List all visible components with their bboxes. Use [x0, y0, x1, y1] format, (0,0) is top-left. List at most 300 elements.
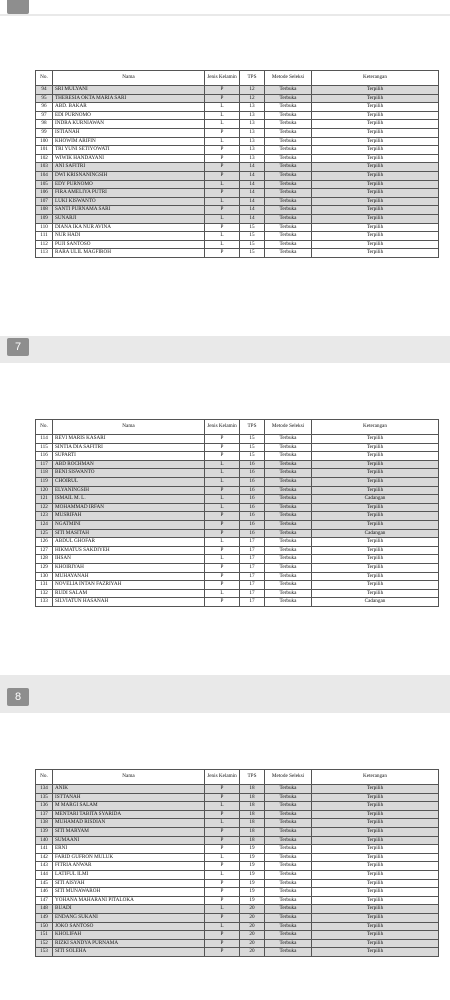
row-nama: MUHAMAD RISDIAN	[53, 819, 205, 828]
row-keterangan: Terpilih	[312, 948, 439, 957]
row-nama: ABD ROCHMAN	[53, 460, 205, 469]
row-jenis-kelamin: P	[205, 581, 240, 590]
row-metode-seleksi: Terbuka	[265, 128, 312, 137]
row-tps: 18	[240, 819, 265, 828]
table-row	[36, 137, 439, 146]
row-jenis-kelamin: P	[205, 171, 240, 180]
table-row	[36, 922, 439, 931]
table-row	[36, 206, 439, 215]
row-number: 150	[36, 922, 53, 931]
row-keterangan: Terpilih	[312, 206, 439, 215]
row-nama: RIZKI SANDYA PURNAMA	[53, 939, 205, 948]
row-keterangan: Terpilih	[312, 785, 439, 794]
row-jenis-kelamin: L	[205, 197, 240, 206]
row-number: 105	[36, 180, 53, 189]
table-row	[36, 520, 439, 529]
row-jenis-kelamin: P	[205, 452, 240, 461]
row-metode-seleksi: Terbuka	[265, 948, 312, 957]
row-number: 121	[36, 495, 53, 504]
row-metode-seleksi: Terbuka	[265, 922, 312, 931]
row-nama: HIKMATUS SAKDIYEH	[53, 546, 205, 555]
row-nama: ABD. BAKAR	[53, 103, 205, 112]
row-number: 149	[36, 913, 53, 922]
row-metode-seleksi: Terbuka	[265, 240, 312, 249]
table-row	[36, 589, 439, 598]
row-number: 146	[36, 888, 53, 897]
row-nama: MUSRIFAH	[53, 512, 205, 521]
row-metode-seleksi: Terbuka	[265, 512, 312, 521]
row-tps: 15	[240, 240, 265, 249]
table-row	[36, 452, 439, 461]
row-tps: 13	[240, 120, 265, 129]
row-keterangan: Terpilih	[312, 94, 439, 103]
table-row	[36, 913, 439, 922]
row-keterangan: Terpilih	[312, 120, 439, 129]
row-nama: SILVIATUN HASANAH	[53, 598, 205, 607]
row-nama: SITI MASITAH	[53, 529, 205, 538]
row-nama: RUDI SALAM	[53, 589, 205, 598]
row-nama: MENTARI TABITA SYARIDA	[53, 810, 205, 819]
row-jenis-kelamin: L	[205, 819, 240, 828]
table-row	[36, 94, 439, 103]
row-jenis-kelamin: L	[205, 240, 240, 249]
row-jenis-kelamin: P	[205, 94, 240, 103]
row-number: 124	[36, 520, 53, 529]
row-nama: BENI SISWANTO	[53, 469, 205, 478]
row-keterangan: Terpilih	[312, 546, 439, 555]
row-jenis-kelamin: P	[205, 836, 240, 845]
row-metode-seleksi: Terbuka	[265, 223, 312, 232]
row-jenis-kelamin: L	[205, 103, 240, 112]
table-row	[36, 171, 439, 180]
row-number: 152	[36, 939, 53, 948]
row-tps: 14	[240, 214, 265, 223]
table-row	[36, 572, 439, 581]
row-metode-seleksi: Terbuka	[265, 870, 312, 879]
header-no: No.	[36, 71, 53, 86]
row-keterangan: Terpilih	[312, 555, 439, 564]
row-nama: M MARGI SALAM	[53, 802, 205, 811]
row-metode-seleksi: Terbuka	[265, 563, 312, 572]
row-metode-seleksi: Terbuka	[265, 495, 312, 504]
row-number: 127	[36, 546, 53, 555]
row-number: 135	[36, 793, 53, 802]
document-page	[0, 16, 450, 336]
row-tps: 16	[240, 486, 265, 495]
row-tps: 17	[240, 589, 265, 598]
row-jenis-kelamin: L	[205, 460, 240, 469]
row-nama: ISTTANAH	[53, 793, 205, 802]
voter-table	[35, 70, 439, 258]
row-keterangan: Terpilih	[312, 86, 439, 95]
table-row	[36, 503, 439, 512]
row-jenis-kelamin: P	[205, 785, 240, 794]
row-keterangan: Terpilih	[312, 171, 439, 180]
row-tps: 16	[240, 529, 265, 538]
row-number: 100	[36, 137, 53, 146]
row-number: 99	[36, 128, 53, 137]
row-keterangan: Terpilih	[312, 435, 439, 444]
row-nama: KHOWIM ARIFIN	[53, 137, 205, 146]
table-row	[36, 598, 439, 607]
row-nama: SRI MULYANI	[53, 86, 205, 95]
row-nama: ENDANG SUKANI	[53, 913, 205, 922]
row-tps: 13	[240, 146, 265, 155]
row-tps: 15	[240, 435, 265, 444]
row-nama: SUMAANI	[53, 836, 205, 845]
table-row	[36, 888, 439, 897]
row-jenis-kelamin: L	[205, 111, 240, 120]
row-tps: 16	[240, 503, 265, 512]
row-number: 106	[36, 189, 53, 198]
row-tps: 13	[240, 103, 265, 112]
row-nama: FARID GUFRON MULUK	[53, 853, 205, 862]
row-tps: 18	[240, 836, 265, 845]
row-metode-seleksi: Terbuka	[265, 503, 312, 512]
document-page-6	[0, 0, 450, 14]
row-keterangan: Terpilih	[312, 810, 439, 819]
row-keterangan: Terpilih	[312, 477, 439, 486]
table-row	[36, 214, 439, 223]
row-metode-seleksi: Terbuka	[265, 862, 312, 871]
row-jenis-kelamin: L	[205, 137, 240, 146]
row-jenis-kelamin: L	[205, 120, 240, 129]
row-jenis-kelamin: P	[205, 896, 240, 905]
row-number: 147	[36, 896, 53, 905]
row-keterangan: Terpilih	[312, 189, 439, 198]
row-number: 141	[36, 845, 53, 854]
table-row	[36, 189, 439, 198]
row-keterangan: Terpilih	[312, 103, 439, 112]
table-row	[36, 486, 439, 495]
row-metode-seleksi: Terbuka	[265, 845, 312, 854]
table-row	[36, 845, 439, 854]
row-number: 109	[36, 214, 53, 223]
row-keterangan: Terpilih	[312, 486, 439, 495]
row-number: 145	[36, 879, 53, 888]
row-number: 112	[36, 240, 53, 249]
table-row	[36, 538, 439, 547]
table-row	[36, 555, 439, 564]
row-jenis-kelamin: P	[205, 486, 240, 495]
row-nama: EDI PURNOMO	[53, 111, 205, 120]
row-metode-seleksi: Terbuka	[265, 103, 312, 112]
table-row	[36, 495, 439, 504]
row-metode-seleksi: Terbuka	[265, 555, 312, 564]
row-keterangan: Cadangan	[312, 598, 439, 607]
row-number: 96	[36, 103, 53, 112]
voter-table	[35, 769, 439, 957]
table-row	[36, 546, 439, 555]
row-keterangan: Terpilih	[312, 896, 439, 905]
table-row	[36, 529, 439, 538]
row-metode-seleksi: Terbuka	[265, 520, 312, 529]
row-number: 110	[36, 223, 53, 232]
row-metode-seleksi: Terbuka	[265, 888, 312, 897]
header-no: No.	[36, 770, 53, 785]
row-keterangan: Terpilih	[312, 819, 439, 828]
row-number: 148	[36, 905, 53, 914]
table-row	[36, 103, 439, 112]
row-tps: 13	[240, 154, 265, 163]
table-row	[36, 870, 439, 879]
row-tps: 20	[240, 948, 265, 957]
row-jenis-kelamin: L	[205, 232, 240, 241]
row-metode-seleksi: Terbuka	[265, 86, 312, 95]
row-nama: SITI AISYAH	[53, 879, 205, 888]
row-nama: PUJI SANTOSO	[53, 240, 205, 249]
row-nama: BUADI	[53, 905, 205, 914]
row-keterangan: Terpilih	[312, 827, 439, 836]
row-number: 116	[36, 452, 53, 461]
table-row	[36, 86, 439, 95]
row-number: 122	[36, 503, 53, 512]
row-tps: 16	[240, 460, 265, 469]
table-row	[36, 477, 439, 486]
voter-table	[35, 419, 439, 607]
row-nama: DIANA IKA NUR AVINA	[53, 223, 205, 232]
header-nama: Nama	[53, 71, 205, 86]
header-metode-seleksi: Metode Seleksi	[265, 770, 312, 785]
row-number: 111	[36, 232, 53, 241]
row-nama: LATIFUL ILMI	[53, 870, 205, 879]
row-tps: 12	[240, 86, 265, 95]
row-nama: EDY PURNOMO	[53, 180, 205, 189]
row-metode-seleksi: Terbuka	[265, 810, 312, 819]
row-keterangan: Terpilih	[312, 802, 439, 811]
row-jenis-kelamin: P	[205, 939, 240, 948]
row-keterangan: Terpilih	[312, 180, 439, 189]
row-metode-seleksi: Terbuka	[265, 435, 312, 444]
row-nama: INDRA KURNIAWAN	[53, 120, 205, 129]
table-row	[36, 223, 439, 232]
row-jenis-kelamin: P	[205, 598, 240, 607]
row-tps: 17	[240, 598, 265, 607]
row-tps: 15	[240, 452, 265, 461]
row-tps: 15	[240, 223, 265, 232]
row-nama: KHOLIFAH	[53, 931, 205, 940]
row-tps: 19	[240, 853, 265, 862]
row-tps: 14	[240, 197, 265, 206]
row-tps: 20	[240, 913, 265, 922]
table-row	[36, 836, 439, 845]
row-number: 139	[36, 827, 53, 836]
row-jenis-kelamin: P	[205, 546, 240, 555]
row-keterangan: Terpilih	[312, 581, 439, 590]
row-tps: 19	[240, 870, 265, 879]
row-keterangan: Terpilih	[312, 845, 439, 854]
row-keterangan: Terpilih	[312, 905, 439, 914]
row-number: 151	[36, 931, 53, 940]
table-row	[36, 827, 439, 836]
row-tps: 16	[240, 512, 265, 521]
header-tps: TPS	[240, 420, 265, 435]
page-number-badge: 8	[7, 688, 29, 706]
row-number: 137	[36, 810, 53, 819]
row-metode-seleksi: Terbuka	[265, 443, 312, 452]
row-keterangan: Terpilih	[312, 538, 439, 547]
row-tps: 13	[240, 111, 265, 120]
row-metode-seleksi: Terbuka	[265, 529, 312, 538]
row-metode-seleksi: Terbuka	[265, 214, 312, 223]
table-row	[36, 154, 439, 163]
row-tps: 19	[240, 879, 265, 888]
table-row	[36, 879, 439, 888]
row-tps: 13	[240, 137, 265, 146]
row-metode-seleksi: Terbuka	[265, 538, 312, 547]
row-number: 108	[36, 206, 53, 215]
row-metode-seleksi: Terbuka	[265, 232, 312, 241]
row-keterangan: Terpilih	[312, 931, 439, 940]
row-metode-seleksi: Terbuka	[265, 477, 312, 486]
table-row	[36, 512, 439, 521]
row-jenis-kelamin: P	[205, 879, 240, 888]
table-row	[36, 905, 439, 914]
row-metode-seleksi: Terbuka	[265, 598, 312, 607]
row-jenis-kelamin: P	[205, 86, 240, 95]
row-metode-seleksi: Terbuka	[265, 546, 312, 555]
document-page-7	[0, 341, 450, 675]
row-keterangan: Terpilih	[312, 512, 439, 521]
row-metode-seleksi: Terbuka	[265, 785, 312, 794]
row-keterangan: Terpilih	[312, 232, 439, 241]
row-metode-seleksi: Terbuka	[265, 249, 312, 258]
row-jenis-kelamin: L	[205, 503, 240, 512]
row-metode-seleksi: Terbuka	[265, 896, 312, 905]
row-nama: THERESIA OKTA MARIA SARI	[53, 94, 205, 103]
row-number: 119	[36, 477, 53, 486]
row-number: 131	[36, 581, 53, 590]
row-tps: 19	[240, 845, 265, 854]
row-keterangan: Terpilih	[312, 460, 439, 469]
document-page-8	[0, 691, 450, 1000]
row-nama: WIWIK HANDAYANI	[53, 154, 205, 163]
table-row	[36, 931, 439, 940]
row-tps: 14	[240, 163, 265, 172]
header-tps: TPS	[240, 71, 265, 86]
row-metode-seleksi: Terbuka	[265, 137, 312, 146]
row-metode-seleksi: Terbuka	[265, 827, 312, 836]
row-nama: SUPARTI	[53, 452, 205, 461]
row-number: 94	[36, 86, 53, 95]
row-keterangan: Terpilih	[312, 922, 439, 931]
header-keterangan: Keterangan	[312, 420, 439, 435]
table-row	[36, 785, 439, 794]
row-number: 134	[36, 785, 53, 794]
row-tps: 16	[240, 520, 265, 529]
row-tps: 13	[240, 128, 265, 137]
row-number: 143	[36, 862, 53, 871]
row-jenis-kelamin: P	[205, 146, 240, 155]
page-number-badge: 7	[7, 338, 29, 356]
row-metode-seleksi: Terbuka	[265, 589, 312, 598]
row-metode-seleksi: Terbuka	[265, 931, 312, 940]
header-metode-seleksi: Metode Seleksi	[265, 420, 312, 435]
table-row	[36, 563, 439, 572]
row-metode-seleksi: Terbuka	[265, 939, 312, 948]
row-keterangan: Terpilih	[312, 913, 439, 922]
row-tps: 17	[240, 563, 265, 572]
row-jenis-kelamin: P	[205, 128, 240, 137]
table-row	[36, 232, 439, 241]
table-row	[36, 819, 439, 828]
row-tps: 20	[240, 922, 265, 931]
row-keterangan: Terpilih	[312, 870, 439, 879]
row-nama: CHOIRUL	[53, 477, 205, 486]
header-metode-seleksi: Metode Seleksi	[265, 71, 312, 86]
table-row	[36, 896, 439, 905]
row-jenis-kelamin: L	[205, 495, 240, 504]
row-keterangan: Terpilih	[312, 214, 439, 223]
row-metode-seleksi: Terbuka	[265, 905, 312, 914]
row-jenis-kelamin: L	[205, 870, 240, 879]
row-nama: TRI YUNI SETIYOWATI	[53, 146, 205, 155]
row-metode-seleksi: Terbuka	[265, 180, 312, 189]
row-nama: ANIK	[53, 785, 205, 794]
row-jenis-kelamin: P	[205, 249, 240, 258]
page-number-badge	[7, 0, 29, 14]
row-nama: ISMAIL M. L.	[53, 495, 205, 504]
row-metode-seleksi: Terbuka	[265, 163, 312, 172]
row-tps: 18	[240, 793, 265, 802]
row-nama: ANI SAFITRI	[53, 163, 205, 172]
row-tps: 18	[240, 810, 265, 819]
row-jenis-kelamin: P	[205, 563, 240, 572]
row-nama: MUHAYANAH	[53, 572, 205, 581]
row-jenis-kelamin: P	[205, 810, 240, 819]
table-row	[36, 460, 439, 469]
row-jenis-kelamin: L	[205, 555, 240, 564]
row-metode-seleksi: Terbuka	[265, 836, 312, 845]
row-keterangan: Terpilih	[312, 240, 439, 249]
row-metode-seleksi: Terbuka	[265, 581, 312, 590]
row-keterangan: Cadangan	[312, 495, 439, 504]
row-nama: RARA ULIL MAGFIROH	[53, 249, 205, 258]
row-tps: 19	[240, 862, 265, 871]
table-row	[36, 581, 439, 590]
row-metode-seleksi: Terbuka	[265, 469, 312, 478]
row-tps: 16	[240, 495, 265, 504]
row-number: 142	[36, 853, 53, 862]
table-row	[36, 180, 439, 189]
row-metode-seleksi: Terbuka	[265, 452, 312, 461]
row-jenis-kelamin: P	[205, 529, 240, 538]
row-jenis-kelamin: L	[205, 922, 240, 931]
row-tps: 19	[240, 896, 265, 905]
row-tps: 14	[240, 189, 265, 198]
table-row	[36, 120, 439, 129]
row-number: 117	[36, 460, 53, 469]
row-nama: SITI MUNAWAROH	[53, 888, 205, 897]
row-keterangan: Terpilih	[312, 452, 439, 461]
row-jenis-kelamin: P	[205, 793, 240, 802]
row-nama: SITI MARYAM	[53, 827, 205, 836]
row-nama: SINTIA DIA SAFITRI	[53, 443, 205, 452]
row-jenis-kelamin: L	[205, 180, 240, 189]
table-row	[36, 793, 439, 802]
row-nama: ISTIANAH	[53, 128, 205, 137]
table-row	[36, 443, 439, 452]
row-number: 140	[36, 836, 53, 845]
row-nama: NGATMINI	[53, 520, 205, 529]
row-number: 107	[36, 197, 53, 206]
row-tps: 14	[240, 206, 265, 215]
row-tps: 17	[240, 555, 265, 564]
row-tps: 18	[240, 785, 265, 794]
row-jenis-kelamin: L	[205, 477, 240, 486]
header-jenis-kelamin: Jenis Kelamin	[205, 420, 240, 435]
row-keterangan: Terpilih	[312, 223, 439, 232]
